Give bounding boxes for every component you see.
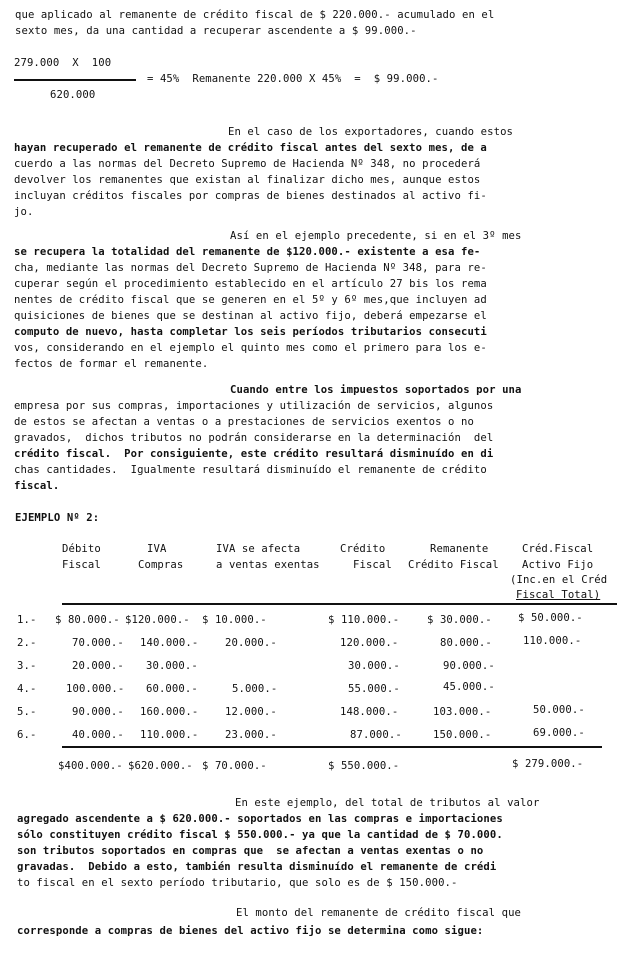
cell-iva: 160.000.- <box>140 706 199 718</box>
cell-iva: $120.000.- <box>125 614 190 626</box>
para-exportadores-line-5: incluyan créditos fiscales por compras de bienes destinados al activo fi- <box>14 190 487 202</box>
cell-remanente: 103.000.- <box>433 706 492 718</box>
cell-remanente: 45.000.- <box>443 681 495 693</box>
para-cuando-line-6: chas cantidades. Igualmente resultará disminuído el remanente de crédito <box>14 464 487 476</box>
para-cuando-line-3: de estos se afectan a ventas o a prestaciones de servicios exentos o no <box>14 416 474 428</box>
para-asi-line-7: computo de nuevo, hasta completar los seis períodos tributarios consecuti <box>14 326 487 338</box>
para-monto-line-2: corresponde a compras de bienes del activo fijo se determina como sigue: <box>17 925 484 937</box>
para-cuando-line-1: Cuando entre los impuestos soportados por una <box>230 384 522 396</box>
cell-iva: 140.000.- <box>140 637 199 649</box>
formula-denominator: 620.000 <box>50 89 96 101</box>
para-ejemplo-line-2: agregado ascendente a $ 620.000.- soportados en las compras e importaciones <box>17 813 503 825</box>
para-exportadores-line-4: devolver los remanentes que existan al finalizar dicho mes, aunque estos <box>14 174 481 186</box>
para-cuando-line-5: crédito fiscal. Por consiguiente, este crédito resultará disminuído en di <box>14 448 494 460</box>
para-asi-line-5: nentes de crédito fiscal que se generen en el 5º y 6º mes,que incluyen ad <box>14 294 487 306</box>
para-cuando-line-2: empresa por sus compras, importaciones y utilización de servicios, algunos <box>14 400 494 412</box>
header-iva-2: Compras <box>138 559 184 571</box>
total-activo: $ 279.000.- <box>512 758 584 770</box>
header-debito-1: Débito <box>62 543 101 555</box>
para-exportadores-line-2: hayan recuperado el remanente de crédito fiscal antes del sexto mes, de a <box>14 142 487 154</box>
cell-debito: 40.000.- <box>72 729 124 741</box>
cell-debito: 70.000.- <box>72 637 124 649</box>
row-number: 6.- <box>17 729 37 741</box>
para-exportadores-line-6: jo. <box>14 206 34 218</box>
header-activo-4: Fiscal Total) <box>516 589 601 601</box>
cell-remanente: $ 30.000.- <box>427 614 492 626</box>
header-afecta-1: IVA se afecta <box>216 543 301 555</box>
total-iva: $620.000.- <box>128 760 193 772</box>
header-activo-1: Créd.Fiscal <box>522 543 594 555</box>
cell-activo: 50.000.- <box>533 704 585 716</box>
row-number: 2.- <box>17 637 37 649</box>
total-afecta: $ 70.000.- <box>202 760 267 772</box>
formula-result: = 45% Remanente 220.000 X 45% = $ 99.000.- <box>147 73 439 85</box>
intro-line-2: sexto mes, da una cantidad a recuperar ascendente a $ 99.000.- <box>15 25 417 37</box>
total-debito: $400.000.- <box>58 760 123 772</box>
para-cuando-line-7: fiscal. <box>14 480 60 492</box>
para-exportadores-line-1: En el caso de los exportadores, cuando estos <box>228 126 514 138</box>
header-remanente-1: Remanente <box>430 543 489 555</box>
para-ejemplo-line-6: to fiscal en el sexto período tributario, que solo es de $ 150.000.- <box>17 877 458 889</box>
header-activo-2: Activo Fijo <box>522 559 594 571</box>
para-asi-line-9: fectos de formar el remanente. <box>14 358 209 370</box>
cell-credito: 87.000.- <box>350 729 402 741</box>
cell-activo: 69.000.- <box>533 727 585 739</box>
cell-afecta: 20.000.- <box>225 637 277 649</box>
header-credito-2: Fiscal <box>353 559 392 571</box>
formula-numerator: 279.000 X 100 <box>14 57 112 69</box>
cell-remanente: 150.000.- <box>433 729 492 741</box>
para-ejemplo-line-3: sólo constituyen crédito fiscal $ 550.000.- ya que la cantidad de $ 70.000. <box>17 829 503 841</box>
cell-afecta: 5.000.- <box>232 683 278 695</box>
cell-credito: 120.000.- <box>340 637 399 649</box>
fraction-bar <box>14 79 136 81</box>
cell-credito: 55.000.- <box>348 683 400 695</box>
para-asi-line-2: se recupera la totalidad del remanente de $120.000.- existente a esa fe- <box>14 246 481 258</box>
header-activo-3: (Inc.en el Créd <box>510 574 608 586</box>
cell-activo: 110.000.- <box>523 635 582 647</box>
row-number: 4.- <box>17 683 37 695</box>
para-ejemplo-line-4: son tributos soportados en compras que se afectan a ventas exentas o no <box>17 845 484 857</box>
cell-afecta: $ 10.000.- <box>202 614 267 626</box>
header-afecta-2: a ventas exentas <box>216 559 320 571</box>
para-monto-line-1: El monto del remanente de crédito fiscal que <box>236 907 522 919</box>
para-asi-line-8: vos, considerando en el ejemplo el quinto mes como el primero para los e- <box>14 342 487 354</box>
cell-credito: 148.000.- <box>340 706 399 718</box>
totals-rule <box>62 746 602 748</box>
para-cuando-line-4: gravados, dichos tributos no podrán considerarse en la determinación del <box>14 432 494 444</box>
cell-debito: 20.000.- <box>72 660 124 672</box>
para-exportadores-line-3: cuerdo a las normas del Decreto Supremo de Hacienda Nº 348, no procederá <box>14 158 481 170</box>
cell-debito: 100.000.- <box>66 683 125 695</box>
cell-iva: 60.000.- <box>146 683 198 695</box>
cell-afecta: 23.000.- <box>225 729 277 741</box>
cell-credito: 30.000.- <box>348 660 400 672</box>
header-iva-1: IVA <box>147 543 167 555</box>
cell-remanente: 80.000.- <box>440 637 492 649</box>
para-asi-line-6: quisiciones de bienes que se destinan al activo fijo, deberá empezarse el <box>14 310 487 322</box>
cell-iva: 110.000.- <box>140 729 199 741</box>
cell-credito: $ 110.000.- <box>328 614 400 626</box>
cell-debito: 90.000.- <box>72 706 124 718</box>
intro-line-1: que aplicado al remanente de crédito fiscal de $ 220.000.- acumulado en el <box>15 9 495 21</box>
para-ejemplo-line-5: gravadas. Debido a esto, también resulta disminuído el remanente de crédi <box>17 861 497 873</box>
para-asi-line-4: cuperar según el procedimiento establecido en el artículo 27 bis los rema <box>14 278 487 290</box>
header-rule <box>62 603 617 605</box>
example-title: EJEMPLO Nº 2: <box>15 512 100 524</box>
cell-activo: $ 50.000.- <box>518 612 583 624</box>
header-credito-1: Crédito <box>340 543 386 555</box>
cell-iva: 30.000.- <box>146 660 198 672</box>
cell-remanente: 90.000.- <box>443 660 495 672</box>
row-number: 3.- <box>17 660 37 672</box>
para-asi-line-1: Así en el ejemplo precedente, si en el 3º mes <box>230 230 522 242</box>
total-credito: $ 550.000.- <box>328 760 400 772</box>
cell-afecta: 12.000.- <box>225 706 277 718</box>
row-number: 1.- <box>17 614 37 626</box>
cell-debito: $ 80.000.- <box>55 614 120 626</box>
header-debito-2: Fiscal <box>62 559 101 571</box>
row-number: 5.- <box>17 706 37 718</box>
header-remanente-2: Crédito Fiscal <box>408 559 499 571</box>
para-ejemplo-line-1: En este ejemplo, del total de tributos al valor <box>235 797 540 809</box>
para-asi-line-3: cha, mediante las normas del Decreto Supremo de Hacienda Nº 348, para re- <box>14 262 487 274</box>
